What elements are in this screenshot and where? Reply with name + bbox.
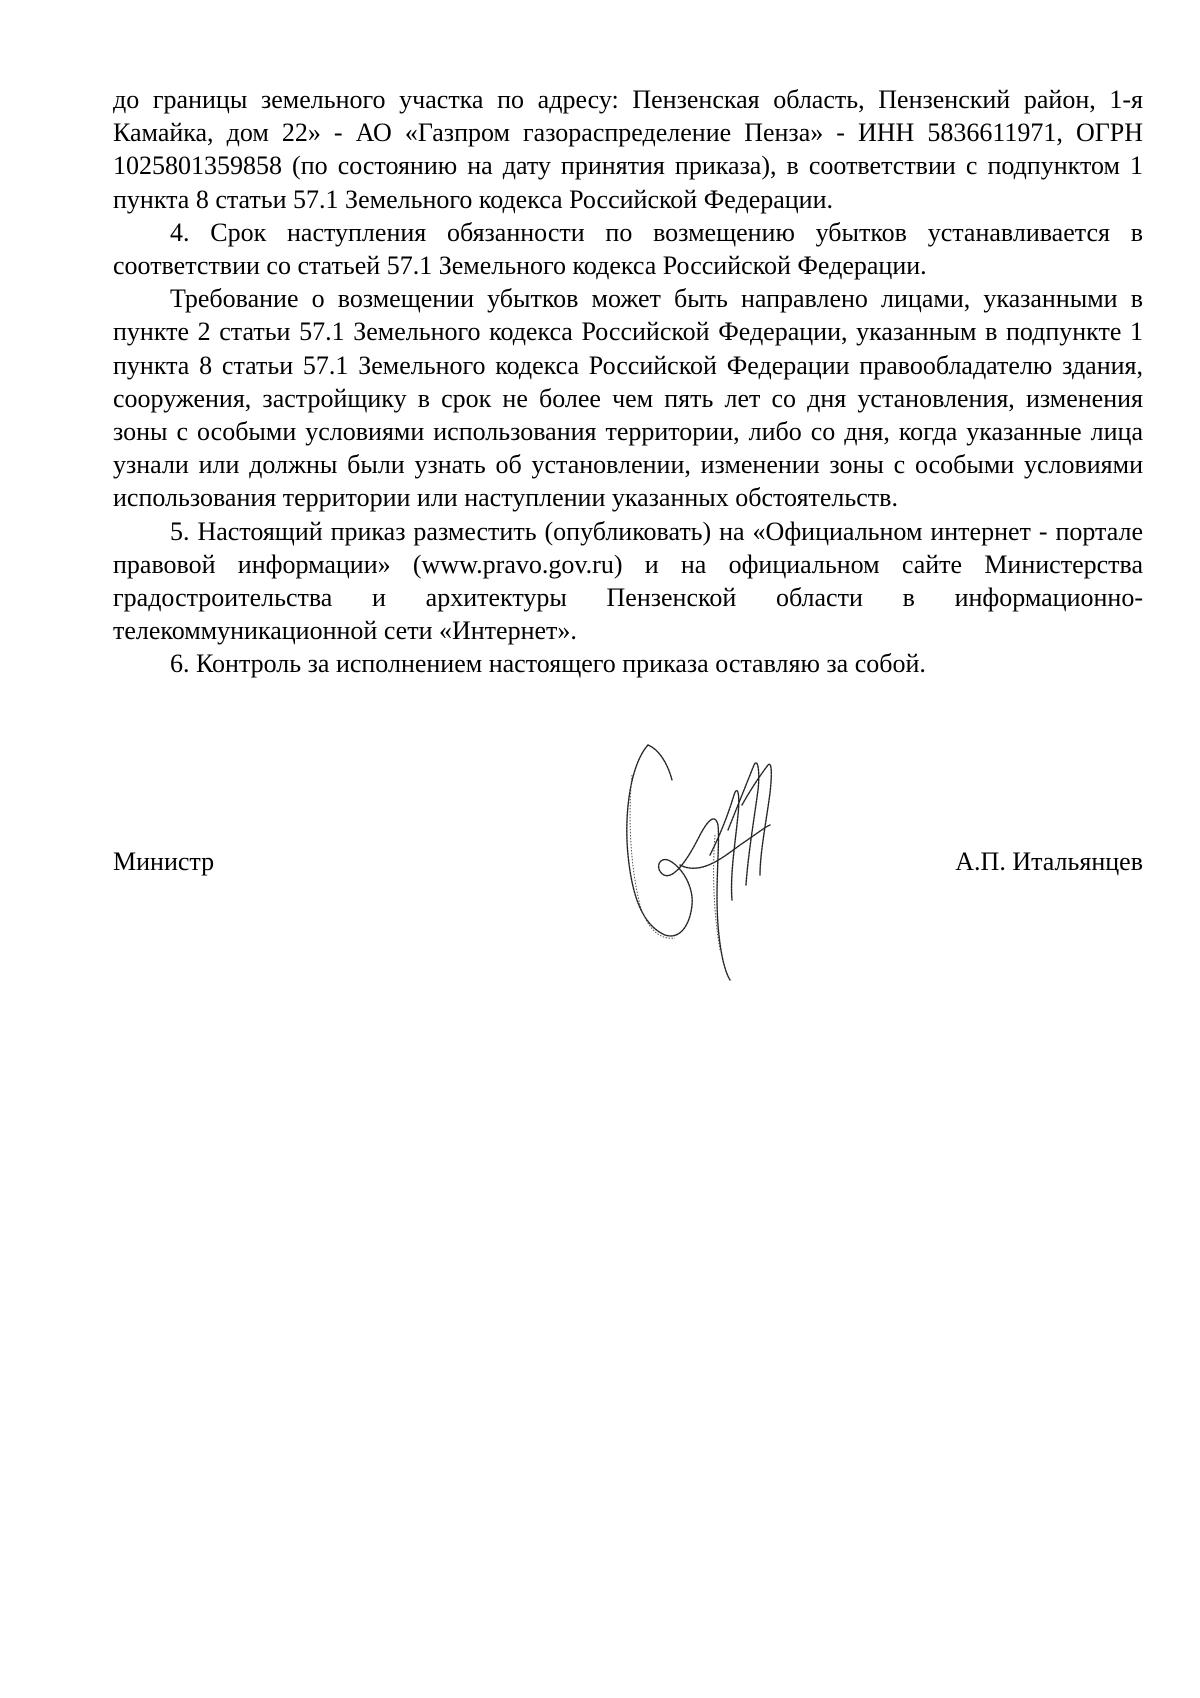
paragraph-item-4: 4. Срок наступления обязанности по возмещению убытков устанавливается в соответствии со статьей 57.1 Земельного кодекса Российской Федерации. bbox=[113, 217, 1143, 281]
document-body bbox=[113, 83, 1143, 681]
paragraph-item-5: 5. Настоящий приказ разместить (опубликовать) на «Официальном интернет - портале правовой информации» (www.pravo.gov.ru) и на официальном сайте Министерства градостроительства и архитектуры Пензенской области в информационно-телекоммуникационной сети «Интернет». bbox=[113, 516, 1143, 646]
paragraph-item-6: 6. Контроль за исполнением настоящего приказа оставляю за собой. bbox=[170, 649, 926, 679]
signature-row bbox=[113, 845, 1143, 885]
paragraph-continuation: до границы земельного участка по адресу: Пензенская область, Пензенский район, 1-я Камайка, дом 22» - АО «Газпром газораспределение Пенза» - ИНН 5836611971, ОГРН 1025801359858 (по состоянию на дату принятия приказа), в соответствии с подпунктом 1 пункта 8 статьи 57.1 Земельного кодекса Российской Федерации. bbox=[113, 85, 1143, 214]
signatory-title: Министр bbox=[113, 847, 215, 876]
signatory-name: А.П. Итальянцев bbox=[955, 847, 1143, 876]
paragraph-damages-claim: Требование о возмещении убытков может быть направлено лицами, указанными в пункте 2 статьи 57.1 Земельного кодекса Российской Федерации, указанным в подпункте 1 пункта 8 статьи 57.1 Земельного кодекса Российской Федерации правообладателю здания, сооружения, застройщику в срок не более чем пять лет со дня установления, изменения зоны с особыми условиями использования территории, либо со дня, когда указанные лица узнали или должны были узнать об установлении, изменении зоны с особыми условиями использования территории или наступлении указанных обстоятельств. bbox=[113, 284, 1143, 513]
